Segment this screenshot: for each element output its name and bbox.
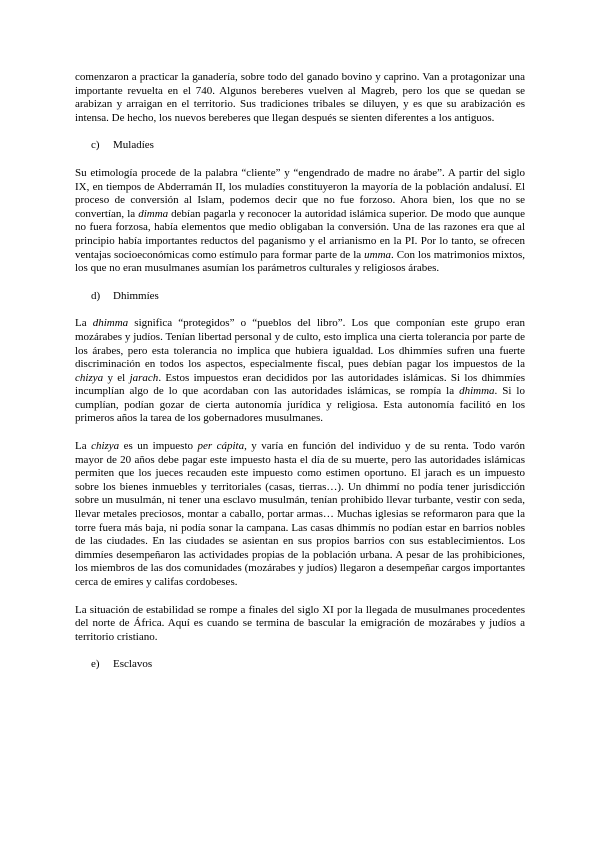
section-heading-esclavos [75,658,525,672]
italic-term: chizya [75,371,104,384]
list-marker: d) [91,289,101,302]
section-title: Muladíes [113,139,154,152]
italic-term: jarach [129,371,159,384]
section-title: Esclavos [113,658,153,671]
section-title: Dhimmíes [113,289,159,302]
dhimmies-paragraph-3: La situación de estabilidad se rompe a finales del siglo XI por la llegada de musulmanes procedentes del norte de África. Aquí es cuando se termina de bascular la emigración de mozárabes y judíos a territorio cristiano. [75,603,525,643]
section-heading-dhimmies [75,290,525,304]
italic-term: dhimma [459,385,495,398]
italic-term: umma [364,248,392,261]
intro-paragraph: comenzaron a practicar la ganadería, sobre todo del ganado bovino y caprino. Van a protagonizar una importante revuelta en el 740. Algunos bereberes vuelven al Magreb, pero los que se quedan se arabizan y arraigan en el territorio. Sus tradiciones tribales se diluyen, y es que su arabización es intensa. De hecho, los nuevos bereberes que llegan después se sienten diferentes a los antiguos. [75,71,525,124]
muladies-paragraph: Su etimología procede de la palabra “cliente” y “engendrado de madre no árabe”. A partir del siglo IX, en tiempos de Abderramán II, los muladíes constituyeron la mayoría de la población andalusí. El proceso de conversión al Islam, podemos decir que no fue forzoso. Ahora bien, los que no se convertían, la dimma debían pagarla y reconocer la autoridad islámica superior. De modo que aunque no fuera forzosa, había elementos que medio obligaban la conversión. Una de las razones era que al principio había importantes reductos del paganismo y el arrianismo en la PI. Por lo tanto, se ofrecen ventajas socioeconómicas como estímulo para formar parte de la umma. Con los matrimonios mixtos, los que no eran musulmanes asumían los parámetros culturales y religiosos árabes. [75,166,526,275]
dhimmies-paragraph-2: La chizya es un impuesto per cápita, y varía en función del individuo y de su renta. Todo varón mayor de 20 años debe pagar este impuesto hasta el día de su muerte, pero las autoridades islámicas permiten que los jueces recauden este impuesto como estimen oportuno. El jarach es un impuesto sobre los bienes inmuebles y territoriales (casas, tierras…). Un dhimmí no podía tener jurisdicción sobre un musulmán, ni tener una esclavo musulmán, tenían prohibido llevar turbante, vestir con seda, llevar metales preciosos, montar a caballo, portar armas… Muchas iglesias se reformaron para que la torre fuera más baja, ni podía sonar la campana. Las casas dhimmís no podían estar en barrios nobles de las ciudades. En las ciudades se asientan en sus propios barrios con sus establecimientos. Los dimmíes desempeñaron las actividades propias de la población urbana. A pesar de las prohibiciones, los miembros de las dos comunidades (mozárabes y judíos) llegaron a desempeñar cargos importantes cerca de emires y califas cordobeses. [75,440,525,588]
italic-term: dimma [138,207,169,220]
list-marker: e) [91,658,100,671]
section-heading-muladies [75,139,525,153]
italic-term: per cápita [197,440,245,453]
italic-term: chizya [91,440,120,453]
dhimmies-paragraph-1: La dhimma significa “protegidos” o “pueblos del libro”. Los que componían este grupo eran mozárabes y judíos. Tenían libertad personal y de culto, esto implica una cierta tolerancia por parte de los árabes, pero esta tolerancia no implica que hubiera igualdad. Los dhimmíes sufren una fuerte discriminación en todos los aspectos, especialmente fiscal, pues debían pagar los impuestos de la chizya y el jarach. Estos impuestos eran decididos por las autoridades islámicas. Si los dhimmíes incumplían algo de lo que acordaban con las autoridades islámicas, se rompía la dhimma. Si lo cumplían, podían gozar de cierta autonomía jurídica y religiosa. Esta autonomía facilitó en los primeros años la tarea de los gobernadores musulmanes. [75,317,525,425]
list-marker: c) [91,139,100,152]
italic-term: dhimma [92,317,129,330]
